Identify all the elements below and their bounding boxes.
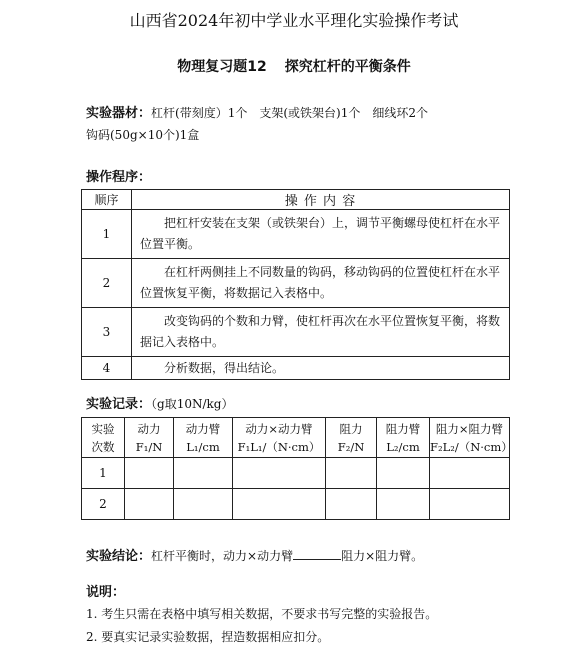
note-item: 1. 考生只需在表格中填写相关数据，不要求书写完整的实验报告。: [86, 607, 438, 621]
procedure-step-text: 分析数据，得出结论。: [132, 357, 510, 380]
record-header-cell: 阻力臂 L₂/cm: [377, 418, 430, 458]
record-header-cell: 实验 次数: [82, 418, 125, 458]
record-header-cell: 动力×动力臂 F₁L₁/（N·cm）: [233, 418, 326, 458]
record-header-cell: 动力臂 L₁/cm: [174, 418, 233, 458]
conclusion-blank[interactable]: [293, 547, 341, 560]
procedure-step-text: 把杠杆安装在支架（或铁架台）上，调节平衡螺母使杠杆在水平位置平衡。: [132, 210, 510, 259]
record-label: 实验记录：: [86, 397, 152, 412]
record-note: （g取10N/kg）: [151, 397, 234, 411]
record-header-cell: 阻力×阻力臂 F₂L₂/（N·cm）: [430, 418, 510, 458]
conclusion-text-after: 阻力×阻力臂。: [341, 549, 424, 563]
record-cell[interactable]: [430, 489, 510, 520]
record-row: [82, 458, 510, 489]
procedure-step-number: 2: [82, 259, 132, 308]
note-item: 2. 要真实记录实验数据，捏造数据相应扣分。: [86, 630, 330, 644]
record-header-cell: 动力 F₁/N: [125, 418, 174, 458]
record-cell[interactable]: [377, 458, 430, 489]
record-trial-number: 2: [82, 489, 125, 520]
procedure-row: [82, 357, 510, 380]
record-cell[interactable]: [377, 489, 430, 520]
record-cell[interactable]: [174, 458, 233, 489]
equipment-label: 实验器材：: [86, 106, 152, 121]
notes-label: 说明：: [86, 585, 126, 600]
procedure-step-text: 在杠杆两侧挂上不同数量的钩码，移动钩码的位置使杠杆在水平位置恢复平衡，将数据记入表格中。: [132, 259, 510, 308]
record-cell[interactable]: [233, 489, 326, 520]
conclusion-line: [86, 545, 423, 564]
equipment-line-2: 钩码(50g×10个)1盒: [86, 128, 200, 142]
exercise-subtitle: [0, 56, 588, 76]
procedure-table: [81, 189, 510, 380]
exercise-topic: 探究杠杆的平衡条件: [284, 59, 411, 75]
equipment-line-1: [86, 102, 428, 121]
record-table: [81, 417, 513, 520]
exercise-number: 物理复习题12: [177, 59, 267, 75]
procedure-step-number: 4: [82, 357, 132, 380]
record-cell[interactable]: [125, 489, 174, 520]
record-header-cell: 阻力 F₂/N: [326, 418, 377, 458]
conclusion-label: 实验结论：: [86, 549, 152, 564]
procedure-step-number: 1: [82, 210, 132, 259]
record-cell[interactable]: [233, 458, 326, 489]
procedure-step-number: 3: [82, 308, 132, 357]
record-cell[interactable]: [326, 458, 377, 489]
procedure-header-order: 顺序: [82, 190, 132, 210]
record-row: [82, 489, 510, 520]
procedure-header-row: [82, 190, 510, 210]
page-title: 山西省2024年初中学业水平理化实验操作考试: [129, 11, 459, 30]
procedure-header-content: 操 作 内 容: [132, 190, 510, 210]
procedure-row: [82, 259, 510, 308]
record-trial-number: 1: [82, 458, 125, 489]
record-cell[interactable]: [326, 489, 377, 520]
equipment-text-1: 杠杆(带刻度）1个 支架(或铁架台)1个 细线环2个: [151, 106, 428, 120]
record-cell[interactable]: [125, 458, 174, 489]
procedure-step-text: 改变钩码的个数和力臂，使杠杆再次在水平位置恢复平衡，将数据记入表格中。: [132, 308, 510, 357]
procedure-row: [82, 308, 510, 357]
procedure-label: 操作程序：: [86, 170, 152, 185]
procedure-row: [82, 210, 510, 259]
record-cell[interactable]: [174, 489, 233, 520]
conclusion-text-before: 杠杆平衡时，动力×动力臂: [151, 549, 294, 563]
record-cell[interactable]: [430, 458, 510, 489]
record-header-row: [82, 418, 510, 458]
record-heading: [86, 393, 233, 412]
